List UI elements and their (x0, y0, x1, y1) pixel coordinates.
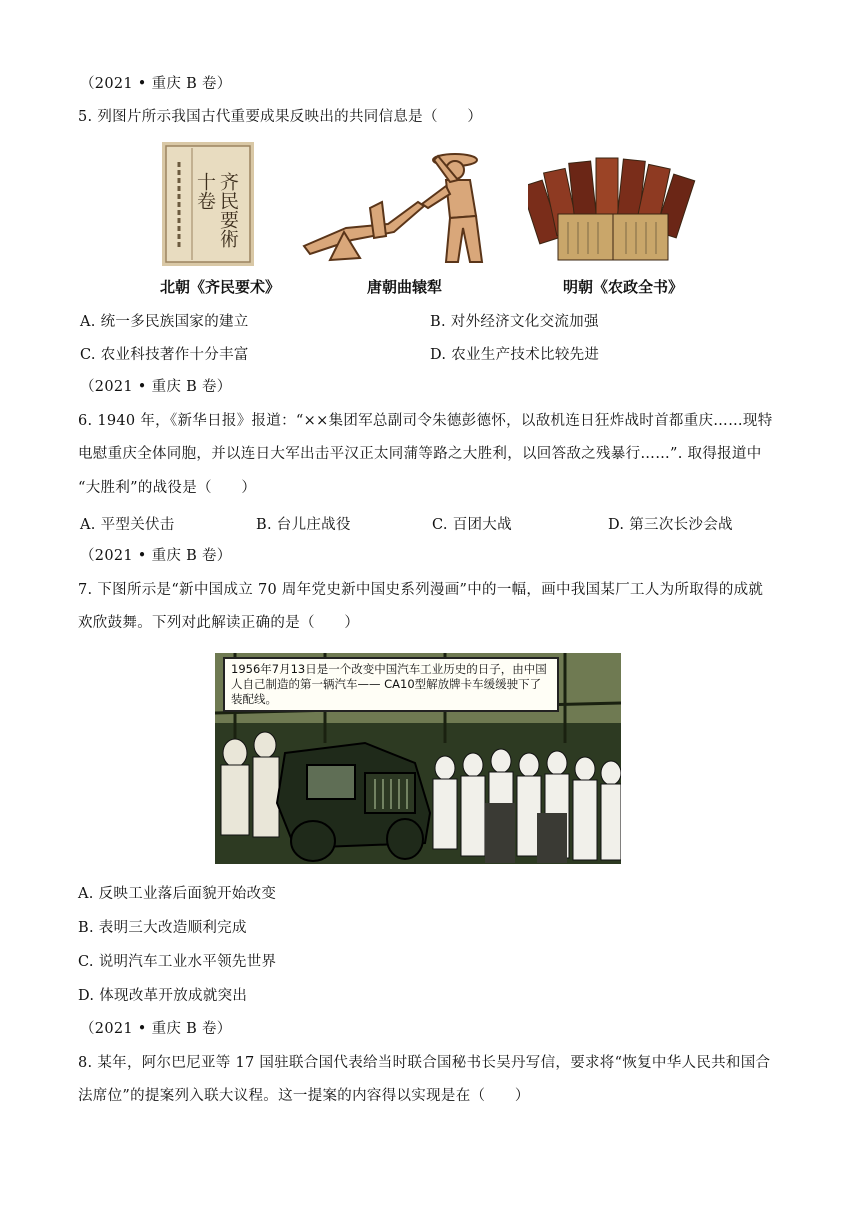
q8-stem-line-1: 8. 某年，阿尔巴尼亚等 17 国驻联合国代表给当时联合国秘书长吴丹写信，要求将“恢复中华人民共和国合 (78, 1055, 771, 1071)
q8-source: （2021 • 重庆 B 卷） (80, 1021, 232, 1037)
q6-stem-line-1: 6. 1940 年，《新华日报》报道：“××集团军总副司令朱德彭德怀，以敌机连日狂炸战时首都重庆……现特 (78, 413, 773, 429)
qimin-yaoshu-book-image (162, 142, 254, 266)
q7-stem-line-1: 7. 下图所示是“新中国成立 70 周年党史新中国史系列漫画”中的一幅，画中我国某厂工人为所取得的成就 (78, 582, 764, 598)
q5-source: （2021 • 重庆 B 卷） (80, 76, 232, 92)
comic-caption: 1956年7月13日是一个改变中国汽车工业历史的日子，由中国人自己制造的第一辆汽车—— CA10型解放牌卡车缓缓驶下了装配线。 (223, 657, 559, 712)
q6-option-d: D. 第三次长沙会战 (608, 517, 733, 533)
quyuan-plough-image (300, 146, 496, 268)
q6-option-a: A. 平型关伏击 (80, 517, 175, 533)
caption-nongzheng-quanshu: 明朝《农政全书》 (563, 278, 684, 296)
q5-stem: 5. 列图片所示我国古代重要成果反映出的共同信息是（ ） (78, 109, 483, 125)
q5-option-c: C. 农业科技著作十分丰富 (80, 347, 249, 363)
q5-option-a: A. 统一多民族国家的建立 (80, 314, 249, 330)
caption-quyuan-plough: 唐朝曲辕犁 (367, 278, 443, 296)
book-title-2: 十卷 (194, 172, 216, 210)
q6-source: （2021 • 重庆 B 卷） (80, 379, 232, 395)
q7-option-c: C. 说明汽车工业水平领先世界 (78, 954, 277, 970)
q7-source: （2021 • 重庆 B 卷） (80, 548, 232, 564)
q6-option-b: B. 台儿庄战役 (256, 517, 351, 533)
q6-stem-line-3: “大胜利”的战役是（ ） (78, 480, 257, 496)
q7-option-d: D. 体现改革开放成就突出 (78, 988, 248, 1004)
q6-stem-line-2: 电慰重庆全体同胞，并以连日大军出击平汉正太同蒲等路之大胜利，以回答敌之残暴行……”. 取得报道中 (78, 446, 762, 462)
q8-stem-line-2: 法席位”的提案列入联大议程。这一提案的内容得以实现是在（ ） (78, 1088, 530, 1104)
q7-option-b: B. 表明三大改造顺利完成 (78, 920, 247, 936)
caption-qimin-yaoshu: 北朝《齐民要术》 (160, 278, 281, 296)
q5-option-d: D. 农业生产技术比较先进 (430, 347, 600, 363)
q7-option-a: A. 反映工业落后面貌开始改变 (78, 886, 277, 902)
q6-option-c: C. 百团大战 (432, 517, 512, 533)
nongzheng-quanshu-book-image (528, 152, 700, 264)
q5-option-b: B. 对外经济文化交流加强 (430, 314, 599, 330)
book-title-1: 齐民要術 (217, 172, 239, 248)
q7-stem-line-2: 欢欣鼓舞。下列对此解读正确的是（ ） (78, 615, 360, 631)
jiefang-truck-comic (215, 653, 621, 864)
